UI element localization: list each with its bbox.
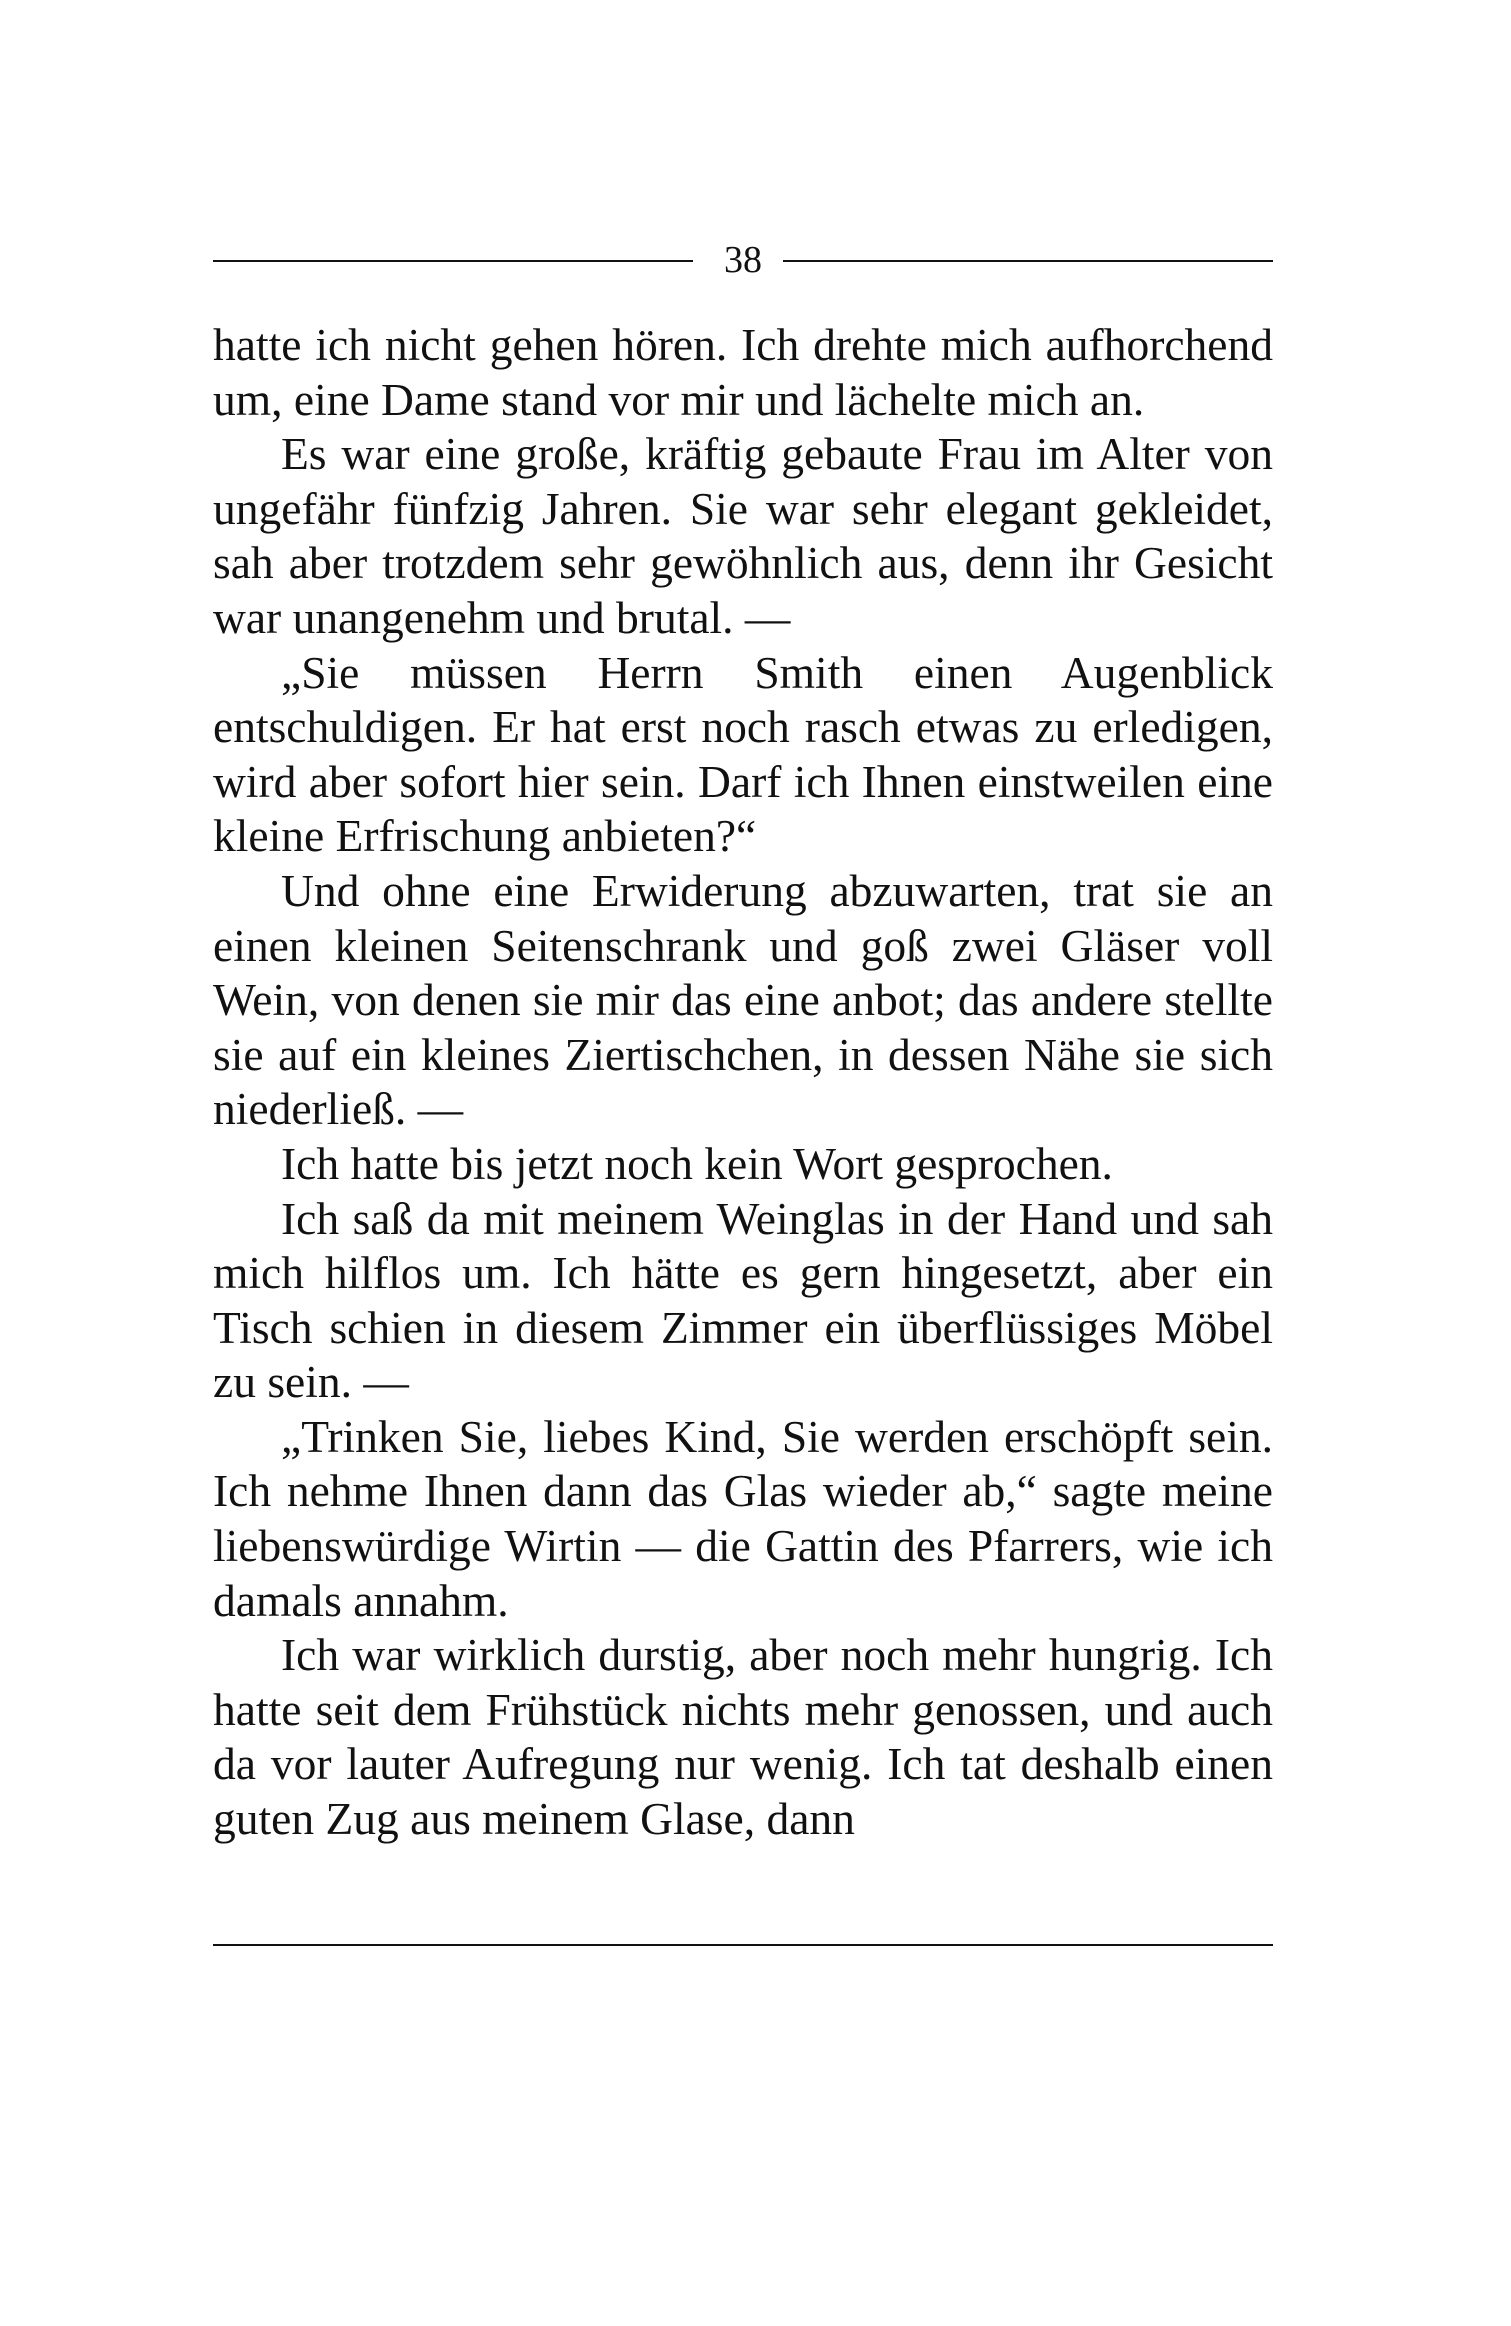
paragraph-6: Ich saß da mit meinem Weinglas in der Hand und sah mich hilflos um. Ich hätte es gern hingesetzt, aber ein Tisch schien in diesem Zimmer ein überflüssiges Möbel zu sein. — (213, 1192, 1273, 1408)
paragraph-7: „Trinken Sie, liebes Kind, Sie werden erschöpft sein. Ich nehme Ihnen dann das Glas wieder ab,“ sagte meine liebenswürdige Wirtin — die Gattin des Pfarrers, wie ich damals annahm. (213, 1410, 1273, 1626)
body-text (213, 318, 1273, 1847)
page-header (213, 232, 1273, 292)
paragraph-1: hatte ich nicht gehen hören. Ich drehte mich aufhorchend um, eine Dame stand vor mir und lächelte mich an. (213, 319, 1273, 425)
paragraph-3: „Sie müssen Herrn Smith einen Augenblick entschuldigen. Er hat erst noch rasch etwas zu erledigen, wird aber sofort hier sein. Darf ich Ihnen einstweilen eine kleine Erfrischung anbieten?“ (213, 646, 1273, 862)
paragraph-2: Es war eine große, kräftig gebaute Frau im Alter von ungefähr fünfzig Jahren. Sie war sehr elegant gekleidet, sah aber trotzdem sehr gewöhnlich aus, denn ihr Gesicht war unangenehm und brutal. — (213, 428, 1273, 643)
paragraph-5: Ich hatte bis jetzt noch kein Wort gesprochen. (281, 1137, 1113, 1189)
header-rule-right (783, 260, 1273, 262)
footer-rule (213, 1944, 1273, 1946)
paragraph-8: Ich war wirklich durstig, aber noch mehr hungrig. Ich hatte seit dem Frühstück nichts mehr genossen, und auch da vor lauter Aufregung nur wenig. Ich tat deshalb einen guten Zug aus meinem Glase, dann (213, 1629, 1273, 1845)
paragraph-4: Und ohne eine Erwiderung abzuwarten, trat sie an einen kleinen Seitenschrank und goß zwei Gläser voll Wein, von denen sie mir das eine anbot; das andere stellte sie auf ein kleines Ziertischchen, in dessen Nähe sie sich niederließ. — (213, 864, 1273, 1135)
page-number: 38 (724, 239, 762, 281)
